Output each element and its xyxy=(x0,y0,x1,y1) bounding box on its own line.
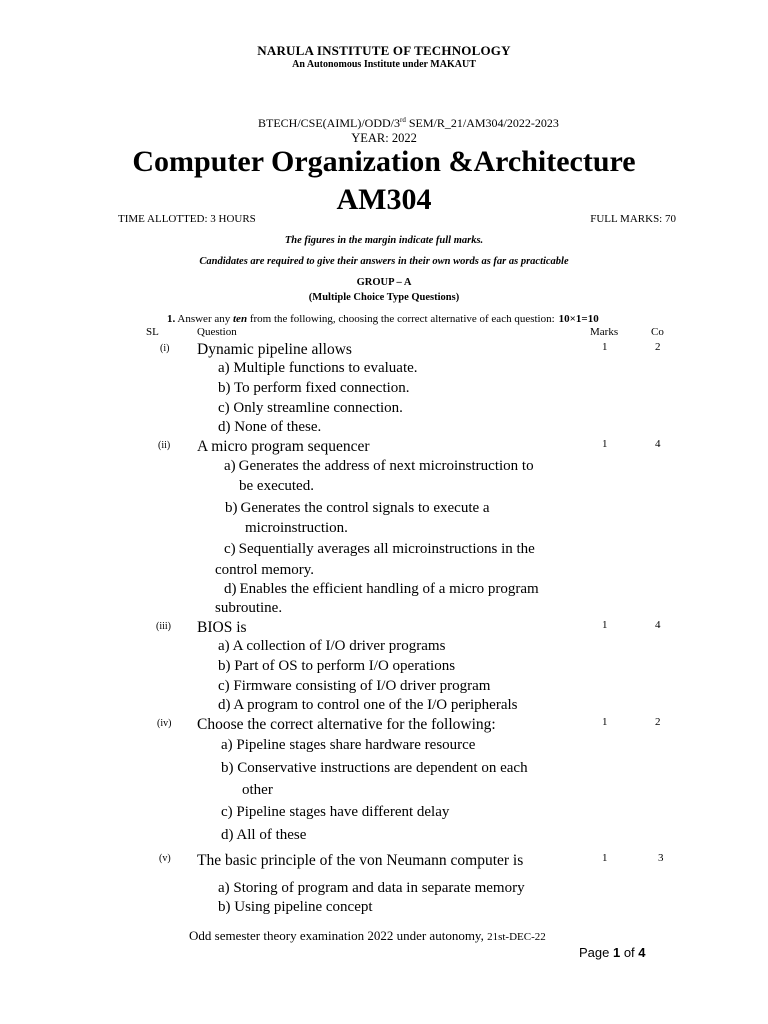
option: c) Pipeline stages have different delay xyxy=(221,804,450,820)
institute-name: NARULA INSTITUTE OF TECHNOLOGY xyxy=(257,43,511,58)
footer-text: Odd semester theory examination 2022 under autonomy, xyxy=(189,928,488,943)
paper-code-prefix: BTECH/CSE(AIML)/ODD/3 xyxy=(258,116,400,130)
page-of: of xyxy=(620,945,639,960)
question-text: Dynamic pipeline allows xyxy=(197,341,352,358)
column-co: Co xyxy=(651,326,664,338)
full-marks: FULL MARKS: 70 xyxy=(590,213,676,225)
question-marks: 1 xyxy=(602,341,608,353)
question-text: A micro program sequencer xyxy=(197,438,370,455)
margin-note: The figures in the margin indicate full marks. xyxy=(284,235,484,246)
question-text: Choose the correct alternative for the following: xyxy=(197,716,496,733)
option: a) Storing of program and data in separate memory xyxy=(218,880,525,896)
question-co: 4 xyxy=(655,619,661,631)
option: d) Enables the efficient handling of a micro program xyxy=(224,581,539,597)
option-continued: be executed. xyxy=(239,478,314,494)
option-continued: control memory. xyxy=(215,562,315,578)
option-continued: other xyxy=(242,782,273,798)
question-sl: (iv) xyxy=(157,718,172,729)
question-co: 4 xyxy=(655,438,661,450)
candidate-note: Candidates are required to give their answers in their own words as far as practicable xyxy=(199,256,569,267)
exam-year: YEAR: 2022 xyxy=(351,131,417,145)
paper-code-suffix: SEM/R_21/AM304/2022-2023 xyxy=(405,116,559,130)
column-question: Question xyxy=(197,326,237,338)
question-co: 2 xyxy=(655,716,661,728)
question-co: 3 xyxy=(658,852,664,864)
page-number xyxy=(579,945,646,960)
option: b) Using pipeline concept xyxy=(218,899,373,915)
subject-code: AM304 xyxy=(336,183,432,216)
question-sl: (iii) xyxy=(156,621,171,632)
question-co: 2 xyxy=(655,341,661,353)
option: c) Firmware consisting of I/O driver program xyxy=(218,678,491,694)
question-sl: (i) xyxy=(160,343,170,354)
option: d) A program to control one of the I/O peripherals xyxy=(218,697,518,713)
option: d) None of these. xyxy=(218,419,322,435)
option: b) To perform fixed connection. xyxy=(218,380,410,396)
column-marks: Marks xyxy=(590,326,619,338)
page-word: Page xyxy=(579,945,613,960)
group-subtitle: (Multiple Choice Type Questions) xyxy=(308,292,460,303)
instruction-marks: 10×1=10 xyxy=(558,313,599,325)
option: c) Sequentially averages all microinstructions in the xyxy=(224,541,535,557)
paper-code-sup: rd xyxy=(400,116,406,124)
option-continued: microinstruction. xyxy=(245,520,348,536)
option: a) Generates the address of next microinstruction to xyxy=(224,458,534,474)
question-sl: (v) xyxy=(159,853,171,864)
question-marks: 1 xyxy=(602,716,608,728)
option: d) All of these xyxy=(221,827,307,843)
subject-title: Computer Organization &Architecture xyxy=(132,145,636,178)
question-marks: 1 xyxy=(602,619,608,631)
instruction-ten: ten xyxy=(233,313,248,325)
group-title: GROUP – A xyxy=(356,277,412,288)
option: b) Conservative instructions are dependent on each xyxy=(221,760,528,776)
option: b) Generates the control signals to execute a xyxy=(225,500,490,516)
column-sl: SL xyxy=(146,326,159,338)
footer-date: 21st-DEC-22 xyxy=(487,931,546,943)
instruction-number: 1. xyxy=(167,313,176,325)
question-sl: (ii) xyxy=(158,440,171,451)
time-allotted: TIME ALLOTTED: 3 HOURS xyxy=(118,213,256,225)
paper-code xyxy=(258,116,559,131)
exam-footer xyxy=(189,928,546,944)
instruction-text-b: from the following, choosing the correct alternative of each question: xyxy=(247,313,555,325)
instruction-text-a: Answer any xyxy=(175,313,233,325)
question-text: BIOS is xyxy=(197,619,247,636)
question-text: The basic principle of the von Neumann computer is xyxy=(197,852,524,869)
institute-subtitle: An Autonomous Institute under MAKAUT xyxy=(292,59,476,70)
option: b) Part of OS to perform I/O operations xyxy=(218,658,456,674)
question-marks: 1 xyxy=(602,438,608,450)
option: c) Only streamline connection. xyxy=(218,400,403,416)
option: a) Pipeline stages share hardware resource xyxy=(221,737,476,753)
question-marks: 1 xyxy=(602,852,608,864)
option: a) Multiple functions to evaluate. xyxy=(218,360,418,376)
question-instruction xyxy=(167,313,599,325)
option: a) A collection of I/O driver programs xyxy=(218,638,446,654)
option-continued: subroutine. xyxy=(215,600,283,616)
page-total: 4 xyxy=(638,945,646,960)
page-current: 1 xyxy=(612,945,621,960)
